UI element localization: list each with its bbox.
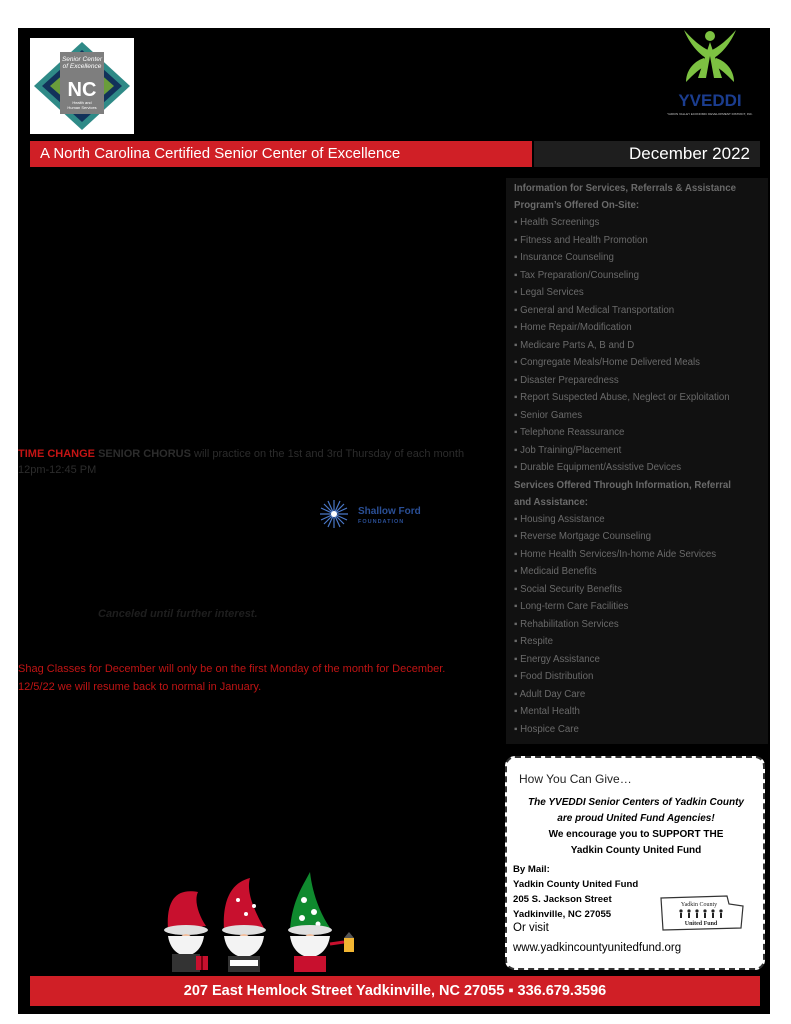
bullet-icon: ▪ bbox=[514, 671, 521, 682]
chorus-notice bbox=[18, 446, 498, 478]
onsite-service-item bbox=[514, 232, 768, 250]
referral-service-item-label: Rehabilitation Services bbox=[520, 618, 619, 630]
onsite-service-item-label: Senior Games bbox=[520, 409, 583, 421]
referral-service-item-label: Energy Assistance bbox=[520, 653, 600, 665]
bullet-icon: ▪ bbox=[514, 601, 521, 612]
bullet-icon: ▪ bbox=[514, 357, 521, 368]
referral-service-item-label: Home Health Services/In-home Aide Services bbox=[520, 548, 717, 560]
bullet-icon: ▪ bbox=[514, 217, 521, 228]
services-heading-4: and Assistance: bbox=[514, 496, 588, 508]
referral-service-item-label: Reverse Mortgage Counseling bbox=[520, 531, 651, 542]
nc-logo-mark: NC bbox=[67, 79, 97, 101]
bullet-icon: ▪ bbox=[514, 636, 521, 647]
bullet-icon: ▪ bbox=[514, 513, 521, 525]
referral-service-item-label: Social Security Benefits bbox=[520, 583, 622, 595]
give-message bbox=[513, 795, 759, 859]
shallow-ford-text: Shallow Ford bbox=[358, 506, 421, 517]
nc-logo-line2: of Excellence bbox=[62, 63, 102, 70]
onsite-service-item bbox=[514, 459, 768, 477]
referral-service-item-label: Adult Day Care bbox=[519, 688, 586, 700]
onsite-service-item-label: Report Suspected Abuse, Neglect or Exploitation bbox=[520, 392, 730, 403]
onsite-service-item bbox=[514, 267, 768, 285]
bullet-icon: ▪ bbox=[514, 618, 521, 630]
referral-service-item-label: Hospice Care bbox=[520, 723, 579, 735]
onsite-service-item-label: Insurance Counseling bbox=[520, 252, 614, 263]
or-visit-text: Or visit bbox=[513, 922, 549, 934]
foundation-text: FOUNDATION bbox=[358, 519, 405, 525]
canceled-notice: Canceled until further interest. bbox=[98, 608, 258, 620]
bullet-icon: ▪ bbox=[514, 427, 520, 438]
shallow-ford-foundation-logo bbox=[318, 498, 430, 530]
give-line-2: are proud United Fund Agencies! bbox=[557, 813, 715, 824]
referral-service-item bbox=[514, 668, 768, 686]
onsite-service-item bbox=[514, 389, 768, 407]
onsite-service-item-label: Fitness and Health Promotion bbox=[520, 234, 648, 246]
bullet-icon: ▪ bbox=[514, 304, 521, 316]
give-line-1: The YVEDDI Senior Centers of Yadkin County bbox=[528, 797, 744, 808]
referral-service-item bbox=[514, 546, 768, 564]
bullet-icon: ▪ bbox=[514, 234, 521, 246]
united-fund-link[interactable]: www.yadkincountyunitedfund.org bbox=[513, 942, 682, 954]
bullet-icon: ▪ bbox=[514, 269, 520, 281]
bullet-icon: ▪ bbox=[514, 339, 521, 351]
shag-line-2: 12/5/22 we will resume back to normal in January. bbox=[18, 681, 262, 693]
bullet-icon: ▪ bbox=[514, 566, 521, 577]
referral-service-item-label: Food Distribution bbox=[520, 671, 594, 682]
bullet-icon: ▪ bbox=[514, 392, 521, 403]
people-icon bbox=[679, 909, 722, 918]
referral-service-item bbox=[514, 721, 768, 739]
referral-service-item-label: Long-term Care Facilities bbox=[520, 601, 629, 612]
bullet-icon: ▪ bbox=[514, 548, 521, 560]
referral-service-item-label: Medicaid Benefits bbox=[520, 566, 597, 577]
footer-address: 207 East Hemlock Street Yadkinville, NC 27055 ▪ 336.679.3596 bbox=[30, 976, 760, 1006]
onsite-service-item-label: Telephone Reassurance bbox=[519, 427, 625, 438]
issue-date: December 2022 bbox=[534, 141, 760, 167]
onsite-service-item bbox=[514, 319, 768, 337]
onsite-service-item bbox=[514, 214, 768, 232]
united-fund-logo bbox=[657, 890, 747, 934]
referral-services-list bbox=[514, 511, 768, 739]
onsite-service-item-label: Job Training/Placement bbox=[520, 444, 622, 456]
referral-service-item-label: Respite bbox=[520, 636, 553, 647]
christmas-gnomes-illustration bbox=[158, 870, 368, 974]
yveddi-subtitle: YADKIN VALLEY ECONOMIC DEVELOPMENT DISTRICT, INC. bbox=[667, 112, 753, 116]
mail-label: By Mail: bbox=[513, 864, 550, 875]
onsite-service-item bbox=[514, 407, 768, 425]
newsletter-page bbox=[18, 28, 770, 1014]
referral-service-item bbox=[514, 633, 768, 651]
referral-service-item-label: Mental Health bbox=[520, 706, 580, 717]
gnome-icon bbox=[164, 891, 208, 972]
referral-service-item bbox=[514, 616, 768, 634]
referral-service-item bbox=[514, 703, 768, 721]
services-heading-3: Services Offered Through Information, Referral bbox=[514, 479, 731, 491]
onsite-service-item bbox=[514, 354, 768, 372]
referral-service-item bbox=[514, 651, 768, 669]
bullet-icon: ▪ bbox=[514, 583, 521, 595]
bullet-icon: ▪ bbox=[514, 653, 521, 665]
gnome-icon bbox=[222, 878, 266, 972]
bullet-icon: ▪ bbox=[514, 287, 521, 298]
onsite-service-item-label: Congregate Meals/Home Delivered Meals bbox=[520, 357, 700, 368]
mail-street: 205 S. Jackson Street bbox=[513, 894, 612, 905]
give-title: How You Can Give… bbox=[519, 772, 632, 786]
onsite-service-item-label: General and Medical Transportation bbox=[520, 304, 675, 316]
bullet-icon: ▪ bbox=[514, 374, 521, 386]
certified-banner: A North Carolina Certified Senior Center of Excellence bbox=[30, 141, 532, 167]
chorus-schedule-text: will practice on the 1st and 3rd Thursday of each month bbox=[190, 448, 465, 460]
onsite-service-item bbox=[514, 372, 768, 390]
bullet-icon: ▪ bbox=[514, 723, 521, 735]
how-to-give-box bbox=[505, 756, 765, 970]
mail-city: Yadkinville, NC 27055 bbox=[513, 909, 612, 920]
shag-notice bbox=[18, 660, 498, 696]
bullet-icon: ▪ bbox=[514, 688, 520, 700]
services-heading-1: Information for Services, Referrals & Assistance bbox=[514, 183, 736, 194]
bullet-icon: ▪ bbox=[514, 531, 521, 542]
services-panel bbox=[506, 178, 768, 744]
give-line-4: Yadkin County United Fund bbox=[570, 845, 702, 856]
give-line-3: We encourage you to SUPPORT THE bbox=[548, 829, 724, 840]
bullet-icon: ▪ bbox=[514, 462, 521, 473]
bullet-icon: ▪ bbox=[514, 706, 521, 717]
onsite-service-item-label: Tax Preparation/Counseling bbox=[519, 269, 639, 281]
bullet-icon: ▪ bbox=[514, 322, 521, 333]
referral-service-item bbox=[514, 563, 768, 581]
onsite-service-item bbox=[514, 284, 768, 302]
referral-service-item bbox=[514, 581, 768, 599]
time-change-label: TIME CHANGE bbox=[18, 448, 95, 460]
yveddi-logo bbox=[658, 28, 758, 128]
chorus-time: 12pm-12:45 PM bbox=[18, 464, 97, 476]
onsite-service-item-label: Disaster Preparedness bbox=[520, 374, 619, 386]
referral-service-item bbox=[514, 528, 768, 546]
onsite-service-item-label: Legal Services bbox=[520, 287, 584, 298]
referral-service-item bbox=[514, 511, 768, 529]
nc-logo-line1: Senior Center bbox=[61, 56, 103, 63]
bullet-icon: ▪ bbox=[514, 409, 521, 421]
united-logo-bottom: United Fund bbox=[684, 921, 718, 927]
onsite-service-item-label: Health Screenings bbox=[520, 217, 600, 228]
referral-service-item bbox=[514, 598, 768, 616]
onsite-service-item bbox=[514, 424, 768, 442]
united-logo-top: Yadkin County bbox=[680, 902, 718, 908]
onsite-services-list bbox=[514, 214, 768, 477]
mail-address bbox=[513, 862, 638, 922]
nc-logo-line4: Health and bbox=[72, 100, 92, 105]
bullet-icon: ▪ bbox=[514, 444, 521, 456]
onsite-service-item bbox=[514, 249, 768, 267]
onsite-service-item-label: Durable Equipment/Assistive Devices bbox=[520, 462, 682, 473]
onsite-service-item-label: Medicare Parts A, B and D bbox=[520, 339, 635, 351]
onsite-service-item-label: Home Repair/Modification bbox=[520, 322, 632, 333]
services-heading-2: Program’s Offered On-Site: bbox=[514, 200, 640, 211]
referral-service-item-label: Housing Assistance bbox=[520, 513, 605, 525]
referral-service-item bbox=[514, 686, 768, 704]
nc-logo-line5: Human Services bbox=[67, 105, 97, 110]
senior-chorus-label: SENIOR CHORUS bbox=[98, 448, 191, 460]
yveddi-wordmark: YVEDDI bbox=[678, 91, 742, 110]
nc-excellence-logo bbox=[30, 38, 134, 134]
mail-name: Yadkin County United Fund bbox=[513, 879, 639, 890]
shag-line-1: Shag Classes for December will only be on the first Monday of the month for December. bbox=[18, 663, 446, 675]
onsite-service-item bbox=[514, 302, 768, 320]
gnome-icon bbox=[288, 872, 354, 972]
onsite-service-item bbox=[514, 337, 768, 355]
onsite-service-item bbox=[514, 442, 768, 460]
bullet-icon: ▪ bbox=[514, 252, 521, 263]
